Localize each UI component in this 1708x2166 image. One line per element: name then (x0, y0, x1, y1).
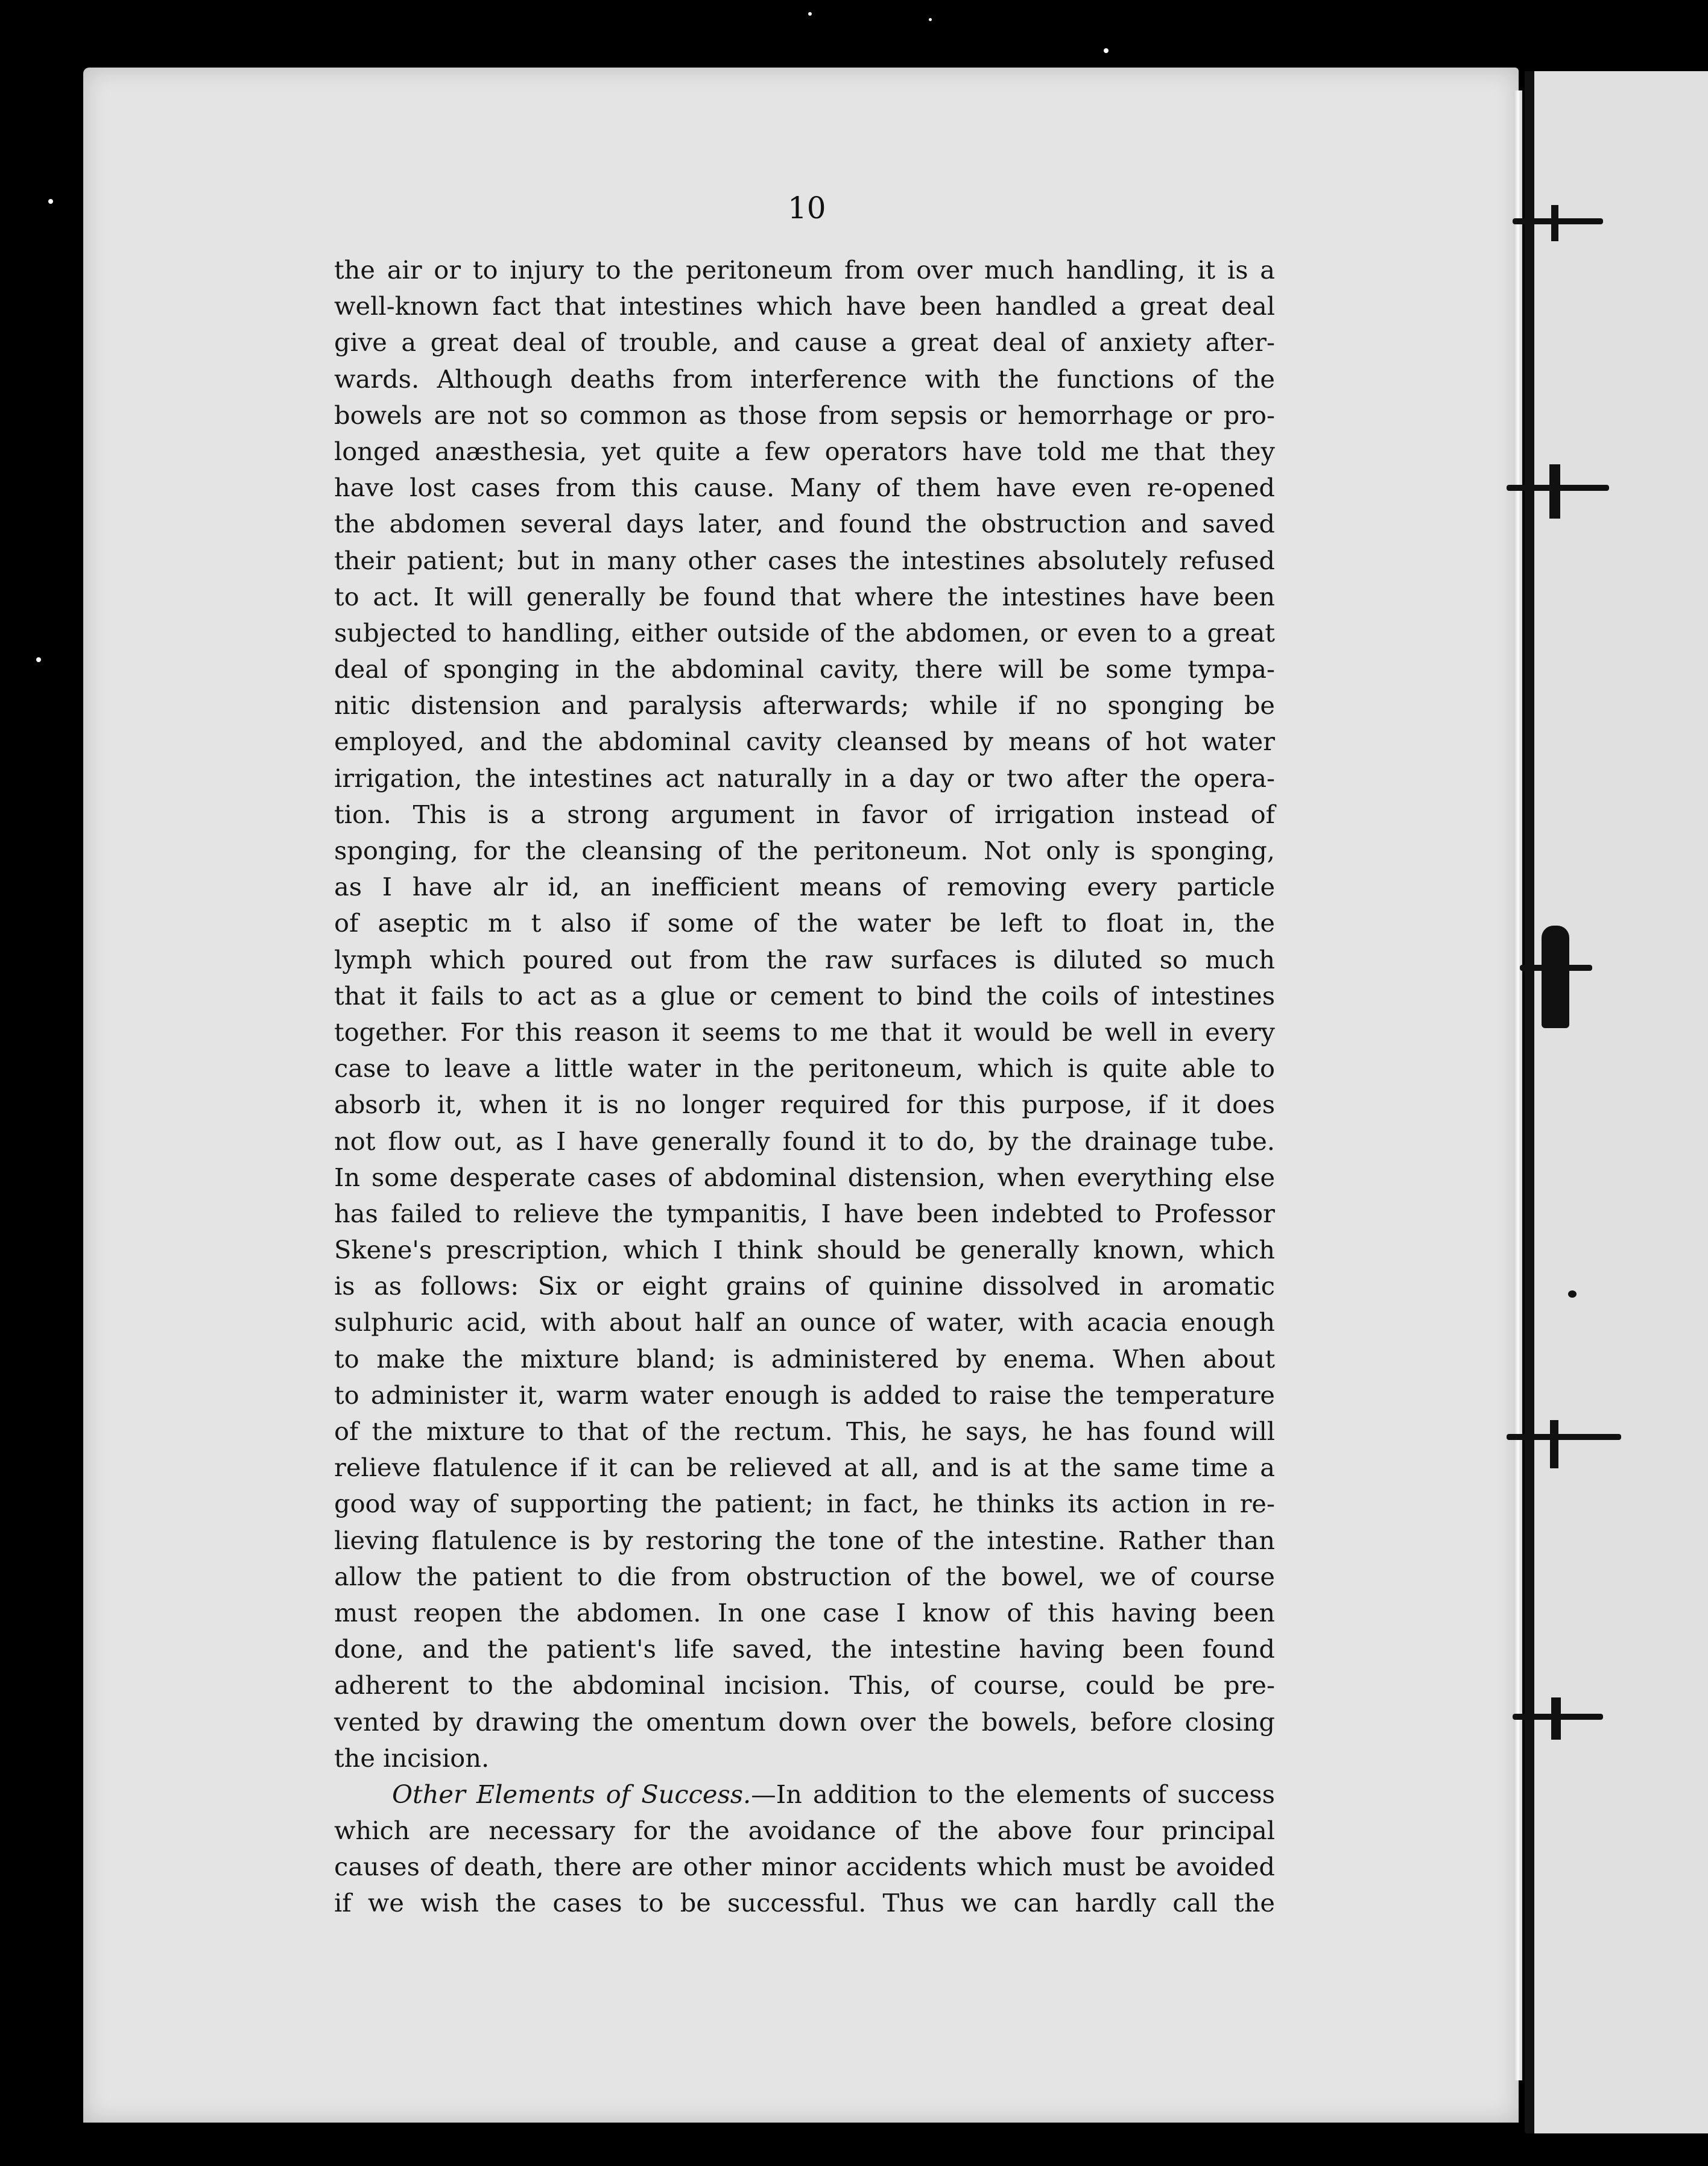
text-line: to act. It will generally be found that where the intestines have been (334, 581, 1275, 611)
stitch-mark (1551, 205, 1558, 241)
text-line: absorb it, when it is no longer required for this purpose, if it does (334, 1090, 1275, 1120)
text-line: vented by drawing the omentum down over the bowels, before closing (334, 1707, 1275, 1737)
stitch-mark (1520, 965, 1592, 971)
text-line: not flow out, as I have generally found it to do, by the drainage tube. (334, 1126, 1275, 1156)
text-line: well-known fact that intestines which have been handled a great deal (334, 291, 1275, 321)
text-line: sulphuric acid, with about half an ounce of water, with acacia enough (334, 1307, 1275, 1337)
text-line: which are necessary for the avoidance of the above four principal (334, 1816, 1275, 1846)
subsection-heading: Other Elements of Success. (392, 1779, 751, 1809)
stitch-mark (1549, 464, 1560, 519)
text-line: done, and the patient's life saved, the intestine having been found (334, 1634, 1275, 1664)
text-line: their patient; but in many other cases the intestines absolutely refused (334, 545, 1275, 575)
page-number: 10 (788, 191, 826, 226)
adjacent-page-edge (1525, 71, 1708, 2133)
text-line: lieving flatulence is by restoring the tone of the intestine. Rather than (334, 1525, 1275, 1555)
speck (929, 18, 932, 21)
text-line: tion. This is a strong argument in favor of irrigation instead of (334, 799, 1275, 829)
text-line: good way of supporting the patient; in fact, he thinks its action in re- (334, 1489, 1275, 1519)
speck (1568, 1290, 1577, 1298)
text-line: allow the patient to die from obstruction of the bowel, we of course (334, 1561, 1275, 1591)
text-line: the air or to injury to the peritoneum from over much handling, it is a (334, 255, 1275, 285)
text-line: together. For this reason it seems to me that it would be well in every (334, 1017, 1275, 1047)
speck (48, 199, 53, 204)
text-line: is as follows: Six or eight grains of quinine dissolved in aromatic (334, 1271, 1275, 1301)
text-line: have lost cases from this cause. Many of them have even re-opened (334, 473, 1275, 503)
text-line: must reopen the abdomen. In one case I know of this having been (334, 1597, 1275, 1628)
stitch-mark (1550, 1420, 1558, 1468)
text-line: causes of death, there are other minor accidents which must be avoided (334, 1852, 1275, 1882)
text-line: employed, and the abdominal cavity cleansed by means of hot water (334, 727, 1275, 757)
stitch-mark (1551, 1697, 1561, 1740)
speck (808, 12, 812, 16)
text-line: In some desperate cases of abdominal distension, when everything else (334, 1162, 1275, 1192)
text-line: to make the mixture bland; is administered by enema. When about (334, 1343, 1275, 1374)
speck (1104, 48, 1109, 53)
text-line: subjected to handling, either outside of the abdomen, or even to a great (334, 617, 1275, 648)
text-line: give a great deal of trouble, and cause a great deal of anxiety after- (334, 327, 1275, 358)
text-line: that it fails to act as a glue or cement to bind the coils of intestines (334, 980, 1275, 1011)
text-line: adherent to the abdominal incision. This, of course, could be pre- (334, 1670, 1275, 1700)
text-line: as I have alr id, an inefficient means of removing every particle (334, 872, 1275, 902)
speck (36, 657, 41, 662)
body-text (334, 252, 1275, 1922)
text-line: wards. Although deaths from interference with the functions of the (334, 364, 1275, 394)
stitch-mark (1542, 926, 1569, 1028)
text-line: relieve flatulence if it can be relieved at all, and is at the same time a (334, 1453, 1275, 1483)
text-line: to administer it, warm water enough is added to raise the temperature (334, 1380, 1275, 1410)
text-line: sponging, for the cleansing of the peritoneum. Not only is sponging, (334, 836, 1275, 865)
text-line: case to leave a little water in the peritoneum, which is quite able to (334, 1053, 1275, 1084)
subsection-first-line (334, 1776, 1275, 1813)
stitch-mark (1507, 1434, 1621, 1440)
text-line: of aseptic m t also if some of the water be left to float in, the (334, 908, 1275, 938)
text-line: has failed to relieve the tympanitis, I have been indebted to Professor (334, 1198, 1275, 1228)
text-line: of the mixture to that of the rectum. This, he says, he has found will (334, 1416, 1275, 1446)
text-line: nitic distension and paralysis afterwards; while if no sponging be (334, 690, 1275, 721)
text-line: the incision. (334, 1743, 490, 1773)
text-line: the abdomen several days later, and found the obstruction and saved (334, 509, 1275, 539)
text-line: lymph which poured out from the raw surfaces is diluted so much (334, 944, 1275, 974)
text-line: deal of sponging in the abdominal cavity, there will be some tympa- (334, 654, 1275, 684)
text-line: if we wish the cases to be successful. Thus we can hardly call the (334, 1888, 1275, 1918)
text-line: irrigation, the intestines act naturally in a day or two after the opera- (334, 763, 1275, 793)
binding-gutter (1514, 90, 1522, 2080)
subsection-text: —In addition to the elements of success (751, 1779, 1275, 1809)
text-line: longed anæsthesia, yet quite a few operators have told me that they (334, 436, 1275, 466)
text-line: Skene's prescription, which I think should be generally known, which (334, 1235, 1275, 1265)
text-line: bowels are not so common as those from sepsis or hemorrhage or pro- (334, 400, 1275, 430)
